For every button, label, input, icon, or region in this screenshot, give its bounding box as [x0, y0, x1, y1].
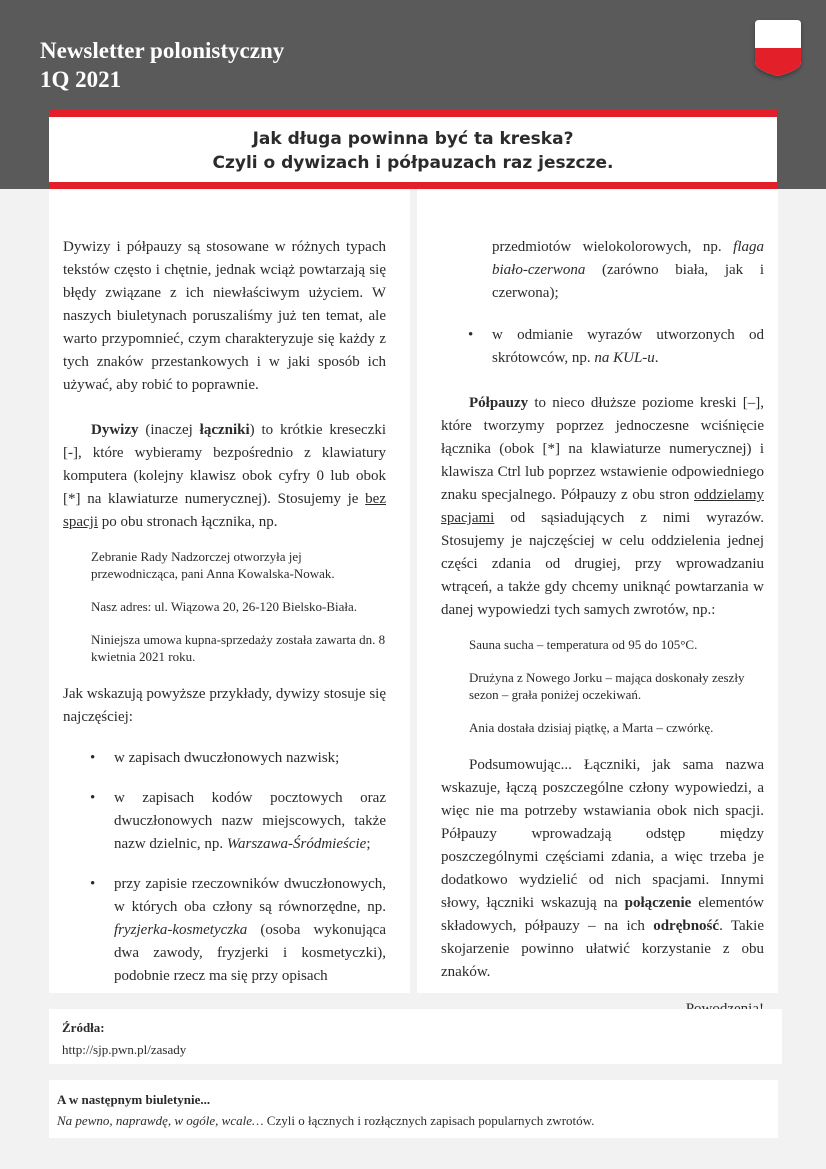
usage-list	[63, 747, 386, 988]
newsletter-title	[40, 36, 284, 94]
polpauzy-paragraph: Półpauzy to nieco dłuższe poziome kreski [–], które tworzymy poprzez jednoczesne wciśnięcie łącznika (obok [*] na klawiaturze numerycznej) i klawisza Ctrl lub poprzez wstawienie odpowiedniego znaku specjalnego. Półpauzy z obu stron oddzielamy spacjami od sąsiadujących z nimi wyrazów. Stosujemy je najczęściej w celu oddzielenia jednej części zdania od drugiej, przy wprowadzaniu wtrąceń, a także gdy chcemy uniknąć powtarzania w danej wypowiedzi tych samych zwrotów, np.:	[441, 395, 764, 618]
term-laczniki: łączniki	[199, 422, 250, 438]
sources-box	[49, 1009, 782, 1064]
polish-flag-icon	[753, 18, 803, 78]
underlined-oddzielamy-spacjami: oddzielamy spacjami	[441, 487, 764, 526]
article-title	[49, 110, 777, 189]
example-5: Drużyna z Nowego Jorku – mająca doskonały zeszły sezon – grała poniżej oczekiwań.	[469, 670, 745, 702]
example-4: Sauna sucha – temperatura od 95 do 105°C.	[469, 637, 698, 652]
term-polpauzy: Półpauzy	[469, 395, 529, 411]
dywizy-paragraph: Dywizy (inaczej łączniki) to krótkie kreseczki [-], które wybieramy bezpośrednio z klawiatury komputera (kolejny klawisz obok cyfry 0 lub obok [*] na klawiaturze numerycznej). Stosujemy je bez spacji po obu stronach łącznika, np.	[63, 422, 386, 530]
example-1: Zebranie Rady Nadzorczej otworzyła jej przewodnicząca, pani Anna Kowalska-Nowak.	[91, 549, 335, 581]
term-odrebnosc: odrębność	[653, 918, 720, 934]
newsletter-name: Newsletter polonistyczny	[40, 38, 285, 63]
usage-list-continued	[441, 236, 764, 370]
usage-lead: Jak wskazują powyższe przykłady, dywizy stosuje się najczęściej:	[63, 686, 386, 725]
example-2: Nasz adres: ul. Wiązowa 20, 26-120 Bielsko-Biała.	[91, 599, 358, 614]
title-underline	[49, 182, 777, 189]
term-polaczenie: połączenie	[624, 895, 692, 911]
next-issue-text: Na pewno, naprawdę, w ogóle, wcale… Czyli o łącznych i rozłącznych zapisach popularnych zwrotów.	[57, 1113, 595, 1128]
term-dywizy: Dywizy	[91, 422, 139, 438]
list-item: • przy zapisie rzeczowników dwuczłonowych, w których oba człony są równorzędne, np. fryzjerka-kosmetyczka (osoba wykonująca dwa zawody, fryzjerki i kosmetyczki), podobnie rzecz ma się przy opisach	[63, 873, 386, 988]
list-item: • w odmianie wyrazów utworzonych od skrótowców, np. na KUL-u.	[441, 324, 764, 370]
sources-link[interactable]: http://sjp.pwn.pl/zasady	[62, 1042, 187, 1057]
list-item: • w zapisach kodów pocztowych oraz dwuczłonowych nazw miejscowych, także nazw dzielnic, np. Warszawa-Śródmieście;	[63, 787, 386, 856]
bullet-icon: •	[90, 750, 96, 766]
left-column	[49, 189, 410, 993]
right-column	[417, 189, 778, 993]
list-item: przedmiotów wielokolorowych, np. flaga biało-czerwona (zarówno biała, jak i czerwona);	[492, 239, 764, 301]
example-6: Ania dostała dzisiaj piątkę, a Marta – czwórkę.	[469, 720, 714, 735]
bullet-icon: •	[90, 876, 96, 892]
example-3: Niniejsza umowa kupna-sprzedaży została zawarta dn. 8 kwietnia 2021 roku.	[91, 632, 386, 664]
next-issue-label: A w następnym biuletynie...	[57, 1092, 211, 1107]
summary-paragraph: Podsumowując... Łączniki, jak sama nazwa wskazuje, łączą poszczególne człony wypowiedzi, a więc nie ma potrzeby wstawiania obok nich spacji. Półpauzy wprowadzają odstęp między poszczególnymi częściami zdania, a więc trzeba je dodatkowo wydzielić od nich spacjami. Innymi słowy, łączniki wskazują na połączenie elementów składowych, półpauzy – na ich odrębność. Takie skojarzenie powinno ułatwić korzystanie z obu znaków.	[441, 757, 765, 980]
article-title-line2: Czyli o dywizach i półpauzach raz jeszcze.	[212, 153, 614, 173]
article-title-line1: Jak długa powinna być ta kreska?	[252, 129, 574, 149]
underlined-bez-spacji: bez spacji	[63, 491, 386, 530]
list-item: • w zapisach dwuczłonowych nazwisk;	[63, 747, 386, 770]
newsletter-issue: 1Q 2021	[40, 67, 122, 92]
intro-paragraph: Dywizy i półpauzy są stosowane w różnych typach tekstów często i chętnie, jednak wciąż powtarzają się błędy związane z ich niewłaściwym użyciem. W naszych biuletynach poruszaliśmy już ten temat, ale warto przypomnieć, czym charakteryzuje się każdy z tych znaków przestankowych i w jaki sposób ich używać, aby robić to poprawnie.	[63, 239, 386, 393]
bullet-icon: •	[468, 327, 474, 343]
sources-label: Źródła:	[62, 1020, 105, 1035]
next-issue-box	[49, 1080, 778, 1138]
bullet-icon: •	[90, 790, 96, 806]
